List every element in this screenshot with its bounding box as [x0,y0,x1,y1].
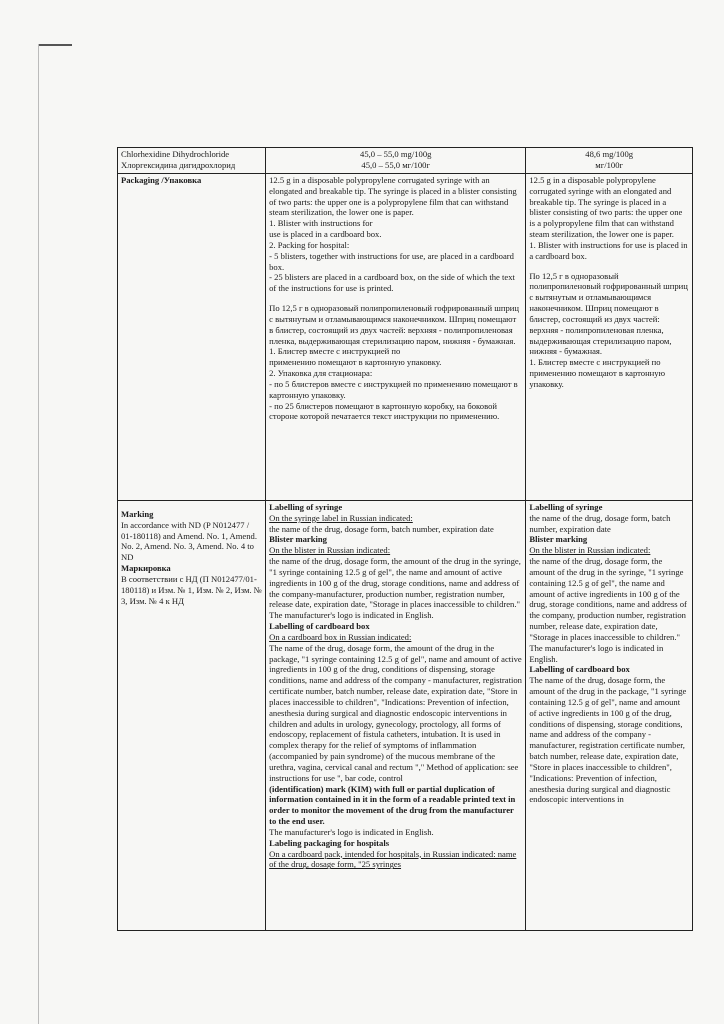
marking-ref-ru: В соответствии с НД (П N012477/01-180118) и Изм. № 1, Изм. № 2, Изм. № 3, Изм. № 4 к НД [121,573,262,606]
pack-en-5: - 5 blisters, together with instructions for use, are placed in a cardboard box. [269,250,514,272]
m2-box-head: Labelling of cardboard box [269,621,370,632]
substance-spec-cell [266,148,526,174]
marking-spec-cell [266,501,526,931]
m2-hosp-head: Labeling packaging for hospitals [269,837,390,848]
pack-ru-3: применению помещают в картонную упаковку. [269,357,442,368]
pack-ru-2: 1. Блистер вместе с инструкцией по [269,346,401,357]
spec-line-2: 45,0 – 55,0 мг/100г [361,159,431,170]
m2-syringe-sub: On the syringe label in Russian indicated: [269,512,413,523]
m3-syringe-head: Labelling of syringe [529,502,603,512]
pack-res-en-1: 12.5 g in a disposable polypropylene corrugated syringe with an elongated and breakable tip. The syringe is placed in a blister consisting of two parts: the upper one is a polypropylene film that can withstand steam sterilization, the lower one is paper. [529,175,683,240]
pack-ru-6: - по 25 блистеров помещают в картонную коробку, на боковой стороне которой печатается текст инструкции по применению. [269,400,500,422]
result-line-2: мг/100г [595,159,624,170]
m3-blister-sub: On the blister in Russian indicated: [529,545,651,556]
specification-table [117,147,693,931]
packaging-spec-cell [266,174,526,501]
substance-name-cell [118,148,266,174]
substance-name-en: Chlorhexidine Dihydrochloride [121,149,230,159]
packaging-result-cell [526,174,693,501]
m3-blister-head: Blister marking [529,534,588,545]
pack-en-1: 12.5 g in a disposable polypropylene corrugated syringe with an elongated and breakable tip. The syringe is placed in a blister consisting of two parts: the upper one is a polypropylene film that can withstand steam sterilization, the lower one is paper. [269,175,517,218]
m2-box-sub: On a cardboard box in Russian indicated: [269,631,412,642]
m3-box-head: Labelling of cardboard box [529,664,630,675]
substance-name-ru: Хлоргексидина дигидрохлорид [121,159,236,170]
pack-en-4: 2. Packing for hospital: [269,239,350,250]
m2-box-bold: (identification) mark (KIM) with full or partial duplication of information contained in it in the form of a readable printed text in order to monitor the movement of the drug from the manufacturer to the end user. [269,783,516,827]
m2-blister-text: the name of the drug, dosage form, the amount of the drug in the syringe, "1 syringe containing 12.5 g of gel", the name and amount of active ingredients in 100 g of the drug, storage conditions, name and address of the company-manufacturer, production number, registration number, release date, expiration date, "Storage in places inaccessible to children." The manufacturer's logo is indicated in English. [269,556,521,621]
pack-en-2: 1. Blister with instructions for [269,218,373,229]
packaging-label: Packaging /Упаковка [118,174,266,501]
pack-res-ru-2: 1. Блистер вместе с инструкцией по применению помещают в картонную упаковку. [529,357,666,389]
substance-result-cell [526,148,693,174]
marking-label-en: Marking [121,509,154,519]
row-marking [118,501,693,931]
marking-ref-en: In accordance with ND (P N012477 / 01-180118) and Amend. No. 1, Amend. No. 2, Amend. No. 3, Amend. No. 4 to ND [121,519,257,563]
pack-ru-5: - по 5 блистеров вместе с инструкцией по применению помещают в картонную упаковку. [269,378,518,400]
row-packaging [118,174,693,501]
pack-en-3: use is placed in a cardboard box. [269,229,382,240]
spec-line-1: 45,0 – 55,0 mg/100g [360,149,432,159]
m2-syringe-head: Labelling of syringe [269,502,343,512]
row-substance [118,148,693,174]
marking-result-cell [526,501,693,931]
pack-en-6: - 25 blisters are placed in a cardboard box, on the side of which the text of the instructions for use is printed. [269,272,515,294]
m3-blister-text: the name of the drug, dosage form, the amount of the drug in the syringe, "1 syringe containing 12.5 g of gel", the name and amount of active ingredients in 100 g of the drug, storage conditions, name and address of the company, production number, registration number, release date, expiration date, "Storage in places inaccessible to children." The manufacturer's logo is indicated in English. [529,556,687,664]
m2-syringe-text: the name of the drug, dosage form, batch number, expiration date [269,523,494,534]
m3-box-text: The name of the drug, dosage form, the amount of the drug in the package, "1 syringe containing 12.5 g of gel", name and amount of active ingredients in 100 g of the drug, conditions of dispensing, storage conditions, name and address of the company - manufacturer, registration certificate number, batch number, release date, expiration date, "Store in places inaccessible to children", "Indications: Prevention of infection, anesthesia during surgical and diagnostic endoscopic interventions in [529,675,687,805]
result-line-1: 48,6 mg/100g [585,149,634,159]
marking-label-ru: Маркировка [121,563,171,574]
pack-res-en-2: 1. Blister with instructions for use is placed in a cardboard box. [529,239,688,261]
marking-label-cell [118,501,266,931]
scan-mark [38,44,72,46]
pack-ru-1: По 12,5 г в одноразовый полипропиленовый гофрированный шприц с вытянутым и отламывающимся наконечником. Шприц помещают в блистер, состоящий из двух частей: верхняя - полипропиленовая пленка, выдерживающая стерилизацию паром, нижняя - бумажная. [269,303,519,346]
m2-box-text: The name of the drug, dosage form, the amount of the drug in the package, "1 syringe containing 12.5 g of gel", name and amount of active ingredients in 100 g of the drug, conditions of dispensing, storage conditions, name and address of the company - manufacturer, registration certificate number, batch number, release date, expiration date, "Store in places inaccessible to children", "Indications: Prevention of infection, anesthesia during surgical and diagnostic endoscopic interventions in children and adults in urology, gynecology, proctology, all forms of endoscopy, replacement of fistula catheters, intubation. It is used in complex therapy for the relief of symptoms of inflammation (accompanied by pain syndrome) of the mucous membrane of the urethra, vagina, cervical canal and rectum "," Method of application: see instructions for use ", bar code, control [269,642,522,783]
scan-edge [38,44,39,1024]
m3-syringe-text: the name of the drug, dosage form, batch number, expiration date [529,512,671,534]
m2-blister-sub: On the blister in Russian indicated: [269,545,391,556]
m2-hosp-sub: On a cardboard pack, intended for hospitals, in Russian indicated: name of the drug, dosage form, "25 syringes [269,848,517,870]
m2-box-logo: The manufacturer's logo is indicated in English. [269,826,434,837]
m2-blister-head: Blister marking [269,534,327,545]
pack-ru-4: 2. Упаковка для стационара: [269,368,373,379]
pack-res-ru-1: По 12,5 г в одноразовый полипропиленовый гофрированный шприц с вытянутым и отламывающимся наконечником. Шприц помещают в блистер, состоящий из двух частей: верхняя - полипропиленовая пленка, выдерживающая стерилизацию паром, нижняя - бумажная. [529,270,688,357]
